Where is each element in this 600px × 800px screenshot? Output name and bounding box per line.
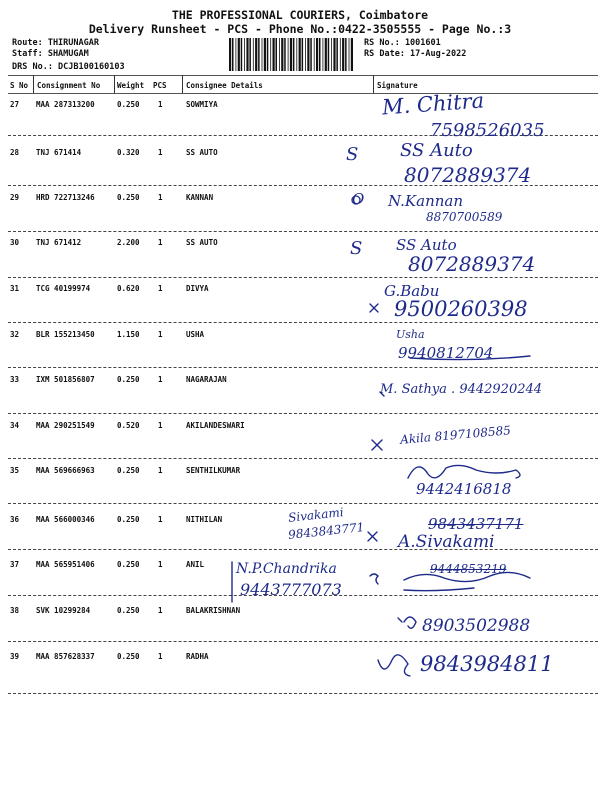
row-pcs: 1 xyxy=(158,193,163,202)
col-weight: Weight xyxy=(117,81,145,90)
row-consignee: SS AUTO xyxy=(186,238,218,247)
row-sno: 35 xyxy=(10,466,20,475)
row-sno: 33 xyxy=(10,375,20,384)
row-consignment: IXM 501856807 xyxy=(36,375,95,384)
row-consignment: TNJ 671412 xyxy=(36,238,82,247)
scribble-r31-mark xyxy=(370,304,378,312)
signature-r36-left-name: Sivakami xyxy=(287,505,345,525)
signature-r37-name: N.P.Chandrika xyxy=(236,561,337,577)
signature-r28-name: SS Auto xyxy=(400,140,473,161)
signature-r28-phone: 8072889374 xyxy=(404,163,532,187)
row-weight: 0.250 xyxy=(117,375,140,384)
row-pcs: 1 xyxy=(158,148,163,157)
scribble-r39-sig xyxy=(378,655,410,676)
row-sno: 34 xyxy=(10,421,20,430)
scribble-r29-circle xyxy=(352,196,360,204)
row-consignee: KANNAN xyxy=(186,193,214,202)
row-weight: 0.250 xyxy=(117,606,140,615)
signature-r28-mark: S xyxy=(346,144,359,165)
scribble-r38-sig xyxy=(398,617,416,628)
row-consignment: MAA 290251549 xyxy=(36,421,95,430)
row-pcs: 1 xyxy=(158,330,163,339)
signature-r36-right-name: A.Sivakami xyxy=(398,532,495,552)
signature-r35-phone: 9442416818 xyxy=(416,480,512,498)
row-consignment: MAA 287313200 xyxy=(36,100,95,109)
row-pcs: 1 xyxy=(158,421,163,430)
signature-r29-name: N.Kannan xyxy=(388,192,464,210)
scribble-r36-x xyxy=(368,532,377,541)
row-consignment: MAA 857628337 xyxy=(36,652,95,661)
row-pcs: 1 xyxy=(158,515,163,524)
signature-r32-phone: 9940812704 xyxy=(398,344,494,362)
signature-r37-right: 9444853219 xyxy=(430,562,507,576)
row-sno: 39 xyxy=(10,652,20,661)
drs-number: DRS No.: DCJB100160103 xyxy=(12,62,125,72)
signature-r37-phone: 9443777073 xyxy=(240,580,342,599)
scribble-r35-sig xyxy=(408,465,520,478)
scribble-r32-underline xyxy=(410,356,530,360)
col-consignee: Consignee Details xyxy=(186,81,263,90)
row-sno: 32 xyxy=(10,330,20,339)
runsheet-subtitle: Delivery Runsheet - PCS - Phone No.:0422-3505555 - Page No.:3 xyxy=(88,22,512,36)
row-consignment: MAA 566000346 xyxy=(36,515,95,524)
row-weight: 0.250 xyxy=(117,515,140,524)
row-pcs: 1 xyxy=(158,238,163,247)
row-sno: 31 xyxy=(10,284,20,293)
row-consignment: MAA 569666963 xyxy=(36,466,95,475)
row-consignee: NITHILAN xyxy=(186,515,223,524)
row-consignment: BLR 155213450 xyxy=(36,330,95,339)
signature-r29-mark: O xyxy=(352,190,365,208)
signature-r30-phone: 8072889374 xyxy=(408,252,536,276)
signature-r34: Akila 8197108585 xyxy=(399,423,512,447)
signature-r27-name: M. Chitra xyxy=(381,88,485,120)
row-consignee: NAGARAJAN xyxy=(186,375,227,384)
scribble-r37-mark xyxy=(370,574,378,584)
row-sno: 28 xyxy=(10,148,20,157)
row-weight: 0.620 xyxy=(117,284,140,293)
route-label: Route: THIRUNAGAR xyxy=(12,38,99,48)
row-sno: 37 xyxy=(10,560,20,569)
row-weight: 0.250 xyxy=(117,466,140,475)
signature-r32-name: Usha xyxy=(396,328,425,341)
row-consignee: SOWMIYA xyxy=(186,100,218,109)
scribble-r33-mark xyxy=(380,392,384,396)
signature-r36-right-phone: 9843437171 xyxy=(428,515,524,533)
row-consignee: SS AUTO xyxy=(186,148,218,157)
staff-label: Staff: SHAMUGAM xyxy=(12,49,89,59)
row-sno: 29 xyxy=(10,193,20,202)
signature-r30-name: SS Auto xyxy=(396,236,457,254)
row-pcs: 1 xyxy=(158,652,163,661)
signature-r29-phone: 8870700589 xyxy=(426,210,503,224)
row-consignment: SVK 10299284 xyxy=(36,606,91,615)
row-weight: 0.320 xyxy=(117,148,140,157)
row-sno: 36 xyxy=(10,515,20,524)
row-pcs: 1 xyxy=(158,375,163,384)
row-pcs: 1 xyxy=(158,100,163,109)
row-pcs: 1 xyxy=(158,284,163,293)
row-consignment: TNJ 671414 xyxy=(36,148,82,157)
row-sno: 27 xyxy=(10,100,20,109)
col-signature: Signature xyxy=(377,81,418,90)
company-title: THE PROFESSIONAL COURIERS, Coimbatore xyxy=(171,8,429,22)
rs-date: RS Date: 17-Aug-2022 xyxy=(364,49,467,59)
row-consignee: BALAKRISHNAN xyxy=(186,606,241,615)
signature-r31-phone: 9500260398 xyxy=(394,297,528,321)
row-consignment: MAA 565951406 xyxy=(36,560,95,569)
signature-r33: M. Sathya . 9442920244 xyxy=(380,382,543,397)
scribble-r37-sig xyxy=(404,572,530,581)
row-weight: 0.250 xyxy=(117,100,140,109)
row-consignee: AKILANDESWARI xyxy=(186,421,245,430)
row-weight: 0.250 xyxy=(117,560,140,569)
row-sno: 38 xyxy=(10,606,20,615)
row-consignee: RADHA xyxy=(186,652,209,661)
rs-number: RS No.: 1001601 xyxy=(364,38,441,48)
row-pcs: 1 xyxy=(158,560,163,569)
row-weight: 0.250 xyxy=(117,193,140,202)
signature-r30-mark: S xyxy=(350,238,363,259)
row-consignee: USHA xyxy=(186,330,205,339)
row-pcs: 1 xyxy=(158,466,163,475)
row-weight: 2.200 xyxy=(117,238,140,247)
scribble-r34-x xyxy=(372,440,382,450)
row-consignment: TCG 40199974 xyxy=(36,284,91,293)
signature-r39-phone: 9843984811 xyxy=(420,652,554,676)
col-pcs: PCS xyxy=(153,81,167,90)
row-consignment: HRD 722713246 xyxy=(36,193,95,202)
row-consignee: DIVYA xyxy=(186,284,209,293)
scribble-r37-strike xyxy=(404,588,474,591)
signature-r31-name: G.Babu xyxy=(384,282,440,300)
signature-r38-phone: 8903502988 xyxy=(422,616,531,636)
row-weight: 1.150 xyxy=(117,330,140,339)
col-sno: S No xyxy=(10,81,29,90)
row-sno: 30 xyxy=(10,238,20,247)
row-weight: 0.250 xyxy=(117,652,140,661)
row-consignee: ANIL xyxy=(186,560,205,569)
signature-r36-left-phone: 9843843771 xyxy=(287,520,365,542)
row-consignee: SENTHILKUMAR xyxy=(186,466,241,475)
row-weight: 0.520 xyxy=(117,421,140,430)
col-consignment: Consignment No xyxy=(37,81,101,90)
signature-r27-phone: 7598526035 xyxy=(430,120,545,141)
row-pcs: 1 xyxy=(158,606,163,615)
